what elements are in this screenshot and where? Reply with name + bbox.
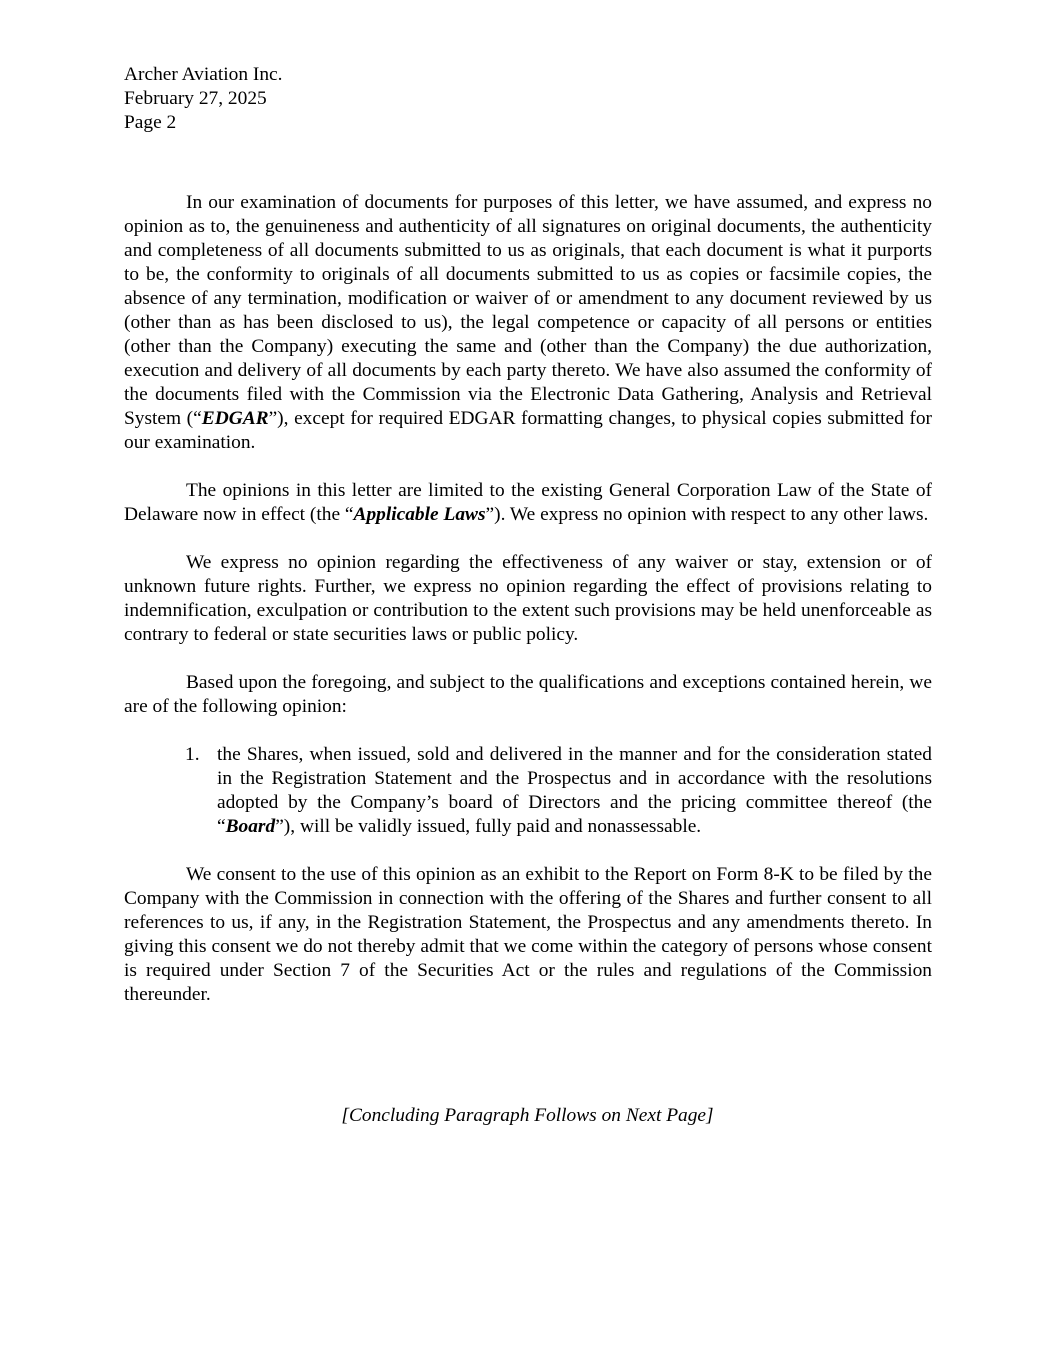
letter-date: February 27, 2025 [124,88,267,109]
paragraph-no-opinion: We express no opinion regarding the effectiveness of any waiver or stay, extension or of unknown future rights. Further, we express no opinion regarding the effect of provisions relating to indemnification, exculpation or contribution to the extent such provisions may be held unenforceable as contrary to federal or state securities laws or public policy. [124,552,932,645]
company-name: Archer Aviation Inc. [124,64,283,85]
defined-term-edgar: EDGAR [201,408,269,429]
defined-term-applicable-laws: Applicable Laws [353,504,486,525]
opinion-list [185,743,932,839]
list-item [185,743,932,839]
page-number: Page 2 [124,112,177,133]
letter-header [124,63,932,135]
letter-page [124,63,932,1031]
letter-body [124,191,932,1007]
paragraph-applicable-laws: The opinions in this letter are limited to the existing General Corporation Law of the State of Delaware now in effect (the “Applicable Laws”). We express no opinion with respect to any other laws. [124,480,932,525]
defined-term-board: Board [225,816,276,837]
paragraph-assumptions: In our examination of documents for purposes of this letter, we have assumed, and express no opinion as to, the genuineness and authenticity of all signatures on original documents, the authenticity and completeness of all documents submitted to us as originals, that each document is what it purports to be, the conformity to originals of all documents submitted to us as copies or facsimile copies, the absence of any termination, modification or waiver of or amendment to any document reviewed by us (other than as has been disclosed to us), the legal competence or capacity of all persons or entities (other than the Company) executing the same and (other than the Company) the due authorization, execution and delivery of all documents by each party thereto. We have also assumed the conformity of the documents filed with the Commission via the Electronic Data Gathering, Analysis and Retrieval System (“EDGAR”), except for required EDGAR formatting changes, to physical copies submitted for our examination. [124,192,932,453]
list-text: the Shares, when issued, sold and delivered in the manner and for the consideration stated in the Registration Statement and the Prospectus and in accordance with the resolutions adopted by the Company’s board of Directors and the pricing committee thereof (the “Board”), will be validly issued, fully paid and nonassessable. [217,744,932,837]
paragraph-consent: We consent to the use of this opinion as an exhibit to the Report on Form 8-K to be filed by the Company with the Commission in connection with the offering of the Shares and further consent to all references to us, if any, in the Registration Statement, the Prospectus and any amendments thereto. In giving this consent we do not thereby admit that we come within the category of persons whose consent is required under Section 7 of the Securities Act or the rules and regulations of the Commission thereunder. [124,864,932,1005]
continuation-note: [Concluding Paragraph Follows on Next Page] [341,1105,714,1126]
list-number: 1. [185,744,200,765]
paragraph-based-upon: Based upon the foregoing, and subject to the qualifications and exceptions contained herein, we are of the following opinion: [124,672,932,717]
